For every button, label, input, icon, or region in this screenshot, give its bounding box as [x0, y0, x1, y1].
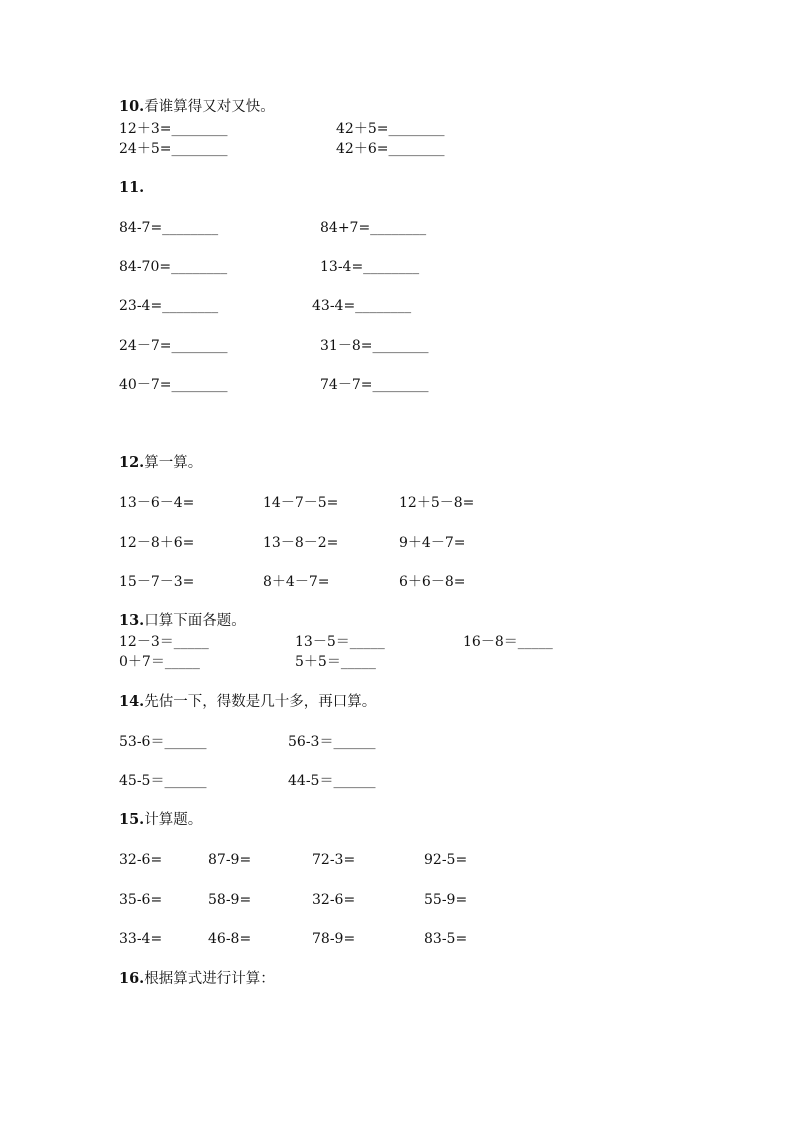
q14-heading: [119, 694, 376, 710]
q16-title: 根据算式进行计算：: [144, 971, 275, 987]
q13-heading: [119, 613, 246, 629]
q10-item: 42＋5=________: [336, 121, 445, 137]
q11-item: 31－8=________: [320, 338, 429, 354]
q15-item: 33-4=: [119, 931, 163, 947]
q13-number: 13.: [119, 612, 145, 629]
q12-item: 14－7－5=: [263, 495, 339, 511]
q11-item: 74－7=________: [320, 377, 429, 393]
q10-item: 24＋5=________: [119, 141, 228, 157]
q12-item: 15－7－3=: [119, 574, 195, 590]
q13-item: 16－8＝_____: [463, 634, 553, 650]
q15-item: 58-9=: [208, 892, 252, 908]
q10-item: 12＋3=________: [119, 121, 228, 137]
q11-item: 84-7=________: [119, 220, 219, 236]
q15-heading: [119, 812, 202, 828]
q15-number: 15.: [119, 811, 145, 828]
q12-item: 6＋6－8=: [399, 574, 466, 590]
q12-item: 12－8＋6=: [119, 535, 195, 551]
q14-item: 56-3＝______: [288, 734, 376, 750]
q11-item: 43-4=________: [312, 298, 412, 314]
q12-number: 12.: [119, 454, 145, 471]
q15-item: 92-5=: [424, 852, 468, 868]
q13-item: 12－3＝_____: [119, 634, 209, 650]
q11-item: 40－7=________: [119, 377, 228, 393]
q12-item: 13－8－2=: [263, 535, 339, 551]
q12-item: 12＋5－8=: [399, 495, 475, 511]
q12-title: 算一算。: [144, 455, 203, 471]
q11-item: 84-70=________: [119, 259, 228, 275]
q15-item: 32-6=: [312, 892, 356, 908]
q15-item: 78-9=: [312, 931, 356, 947]
q14-item: 44-5＝______: [288, 773, 376, 789]
q11-item: 13-4=________: [320, 259, 420, 275]
q16-heading: [119, 971, 275, 987]
q12-item: 9＋4－7=: [399, 535, 466, 551]
q12-item: 8＋4－7=: [263, 574, 330, 590]
q15-title: 计算题。: [144, 812, 203, 828]
q12-heading: [119, 455, 202, 471]
q14-item: 53-6＝______: [119, 734, 207, 750]
q14-title: 先估一下，得数是几十多，再口算。: [144, 694, 377, 710]
q13-item: 0＋7＝_____: [119, 654, 200, 670]
q13-item: 5＋5＝_____: [295, 654, 376, 670]
q12-item: 13－6－4=: [119, 495, 195, 511]
q10-number: 10.: [119, 98, 145, 115]
q11-item: 23-4=________: [119, 298, 219, 314]
q10-heading: [119, 99, 275, 115]
q14-item: 45-5＝______: [119, 773, 207, 789]
q15-item: 83-5=: [424, 931, 468, 947]
q15-item: 72-3=: [312, 852, 356, 868]
q16-number: 16.: [119, 970, 145, 987]
q10-title: 看谁算得又对又快。: [144, 99, 275, 115]
q15-item: 46-8=: [208, 931, 252, 947]
q15-item: 87-9=: [208, 852, 252, 868]
q15-item: 32-6=: [119, 852, 163, 868]
q15-item: 35-6=: [119, 892, 163, 908]
q11-number: 11.: [119, 179, 145, 196]
q10-item: 42＋6=________: [336, 141, 445, 157]
q13-title: 口算下面各题。: [144, 613, 246, 629]
q14-number: 14.: [119, 693, 145, 710]
q15-item: 55-9=: [424, 892, 468, 908]
q11-item: 84+7=________: [320, 220, 427, 236]
q13-item: 13－5＝_____: [295, 634, 385, 650]
q11-item: 24－7=________: [119, 338, 228, 354]
